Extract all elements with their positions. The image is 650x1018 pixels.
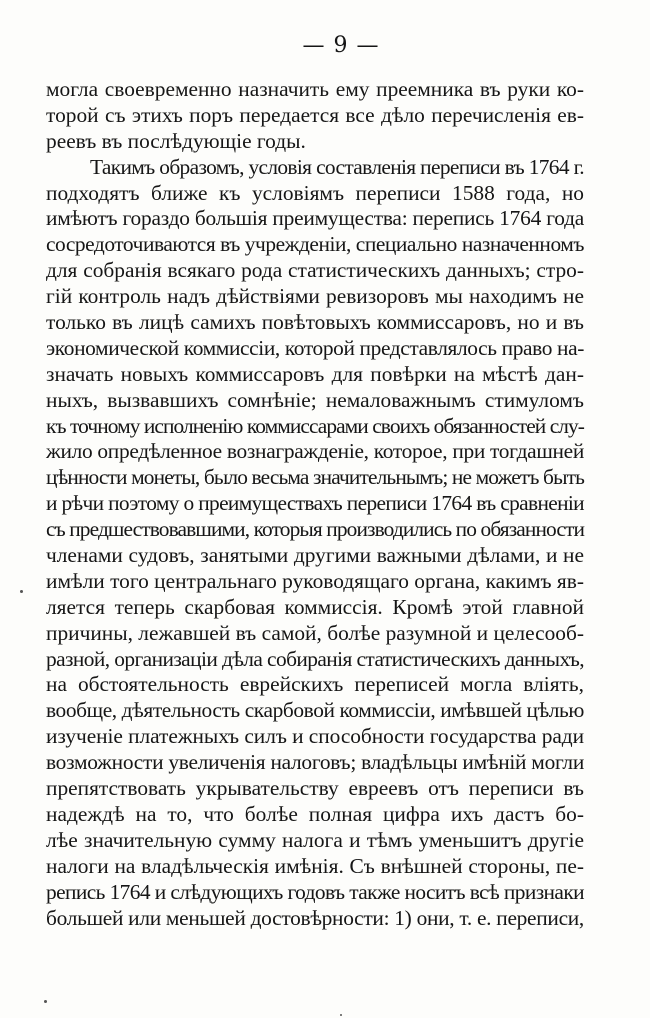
text-line: имѣютъ гораздо большія преимущества: перепись 1764 года (46, 206, 584, 231)
text-line: подходятъ ближе къ условіямъ переписи 1588 года, но (46, 180, 584, 205)
print-speck (340, 1014, 342, 1016)
text-line: цѣнности монеты, было весьма значительнымъ; не можетъ быть (46, 465, 584, 490)
text-line: вообще, дѣятельность скарбовой коммиссіи, имѣвшей цѣлью (46, 698, 584, 723)
text-line: реевъ въ послѣдующіе годы. (46, 128, 306, 153)
text-line: только въ лицѣ самихъ повѣтовыхъ коммиссаровъ, но и въ (46, 310, 584, 335)
text-line: большей или меньшей достовѣрности: 1) они, т. е. переписи, (46, 905, 584, 930)
text-line: разной, организаціи дѣла собиранія статистическихъ данныхъ, (46, 646, 584, 671)
text-line: на обстоятельность еврейскихъ переписей могла вліять, (46, 672, 584, 697)
text-line: имѣли того центральнаго руководящаго органа, какимъ яв- (46, 568, 584, 593)
text-line: къ точному исполненію коммиссарами своихъ обязанностей слу- (46, 413, 584, 438)
print-speck (44, 1000, 47, 1003)
text-line: значать новыхъ коммиссаровъ для повѣрки на мѣстѣ дан- (46, 361, 584, 386)
text-line: причины, лежавшей въ самой, болѣе разумной и целесооб- (46, 620, 584, 645)
text-line: препятствовать укрывательству евреевъ отъ переписи въ (46, 776, 584, 801)
text-line: Такимъ образомъ, условія составленія переписи въ 1764 г. (90, 154, 584, 179)
text-line: для собранія всякаго рода статистическихъ данныхъ; стро- (46, 258, 584, 283)
text-line: ныхъ, вызвавшихъ сомнѣніе; немаловажнымъ стимуломъ (46, 387, 584, 412)
text-line: гій контроль надъ дѣйствіями ревизоровъ мы находимъ не (46, 284, 584, 309)
text-line: лѣе значительную сумму налога и тѣмъ уменьшитъ другіе (46, 827, 584, 852)
text-line: возможности увеличенія налоговъ; владѣльцы имѣній могли (46, 750, 584, 775)
print-speck (20, 590, 23, 593)
text-line: сосредоточиваются въ учрежденіи, специально назначенномъ (46, 232, 584, 257)
text-line: изученіе платежныхъ силъ и способности государства ради (46, 724, 584, 749)
text-line: экономической коммиссіи, которой представлялось право на- (46, 335, 584, 360)
page-number: — 9 — (302, 33, 380, 58)
text-line: и рѣчи поэтому о преимуществахъ переписи 1764 въ сравненіи (46, 491, 584, 516)
text-line: торой съ этихъ поръ передается все дѣло перечисленія ев- (46, 102, 584, 127)
text-line: надеждѣ на то, что болѣе полная цифра ихъ дастъ бо- (46, 801, 584, 826)
text-line: налоги на владѣльческія имѣнія. Съ внѣшней стороны, пе- (46, 853, 584, 878)
text-line: репись 1764 и слѣдующихъ годовъ также носитъ всѣ признаки (46, 879, 584, 904)
text-line: съ предшествовавшими, которыя производились по обязанности (46, 517, 584, 542)
body-text (46, 77, 584, 931)
text-line: могла своевременно назначить ему преемника въ руки ко- (46, 77, 584, 101)
text-line: членами судовъ, занятыми другими важными дѣлами, и не (46, 543, 584, 568)
text-line: ляется теперь скарбовая коммиссія. Кромѣ этой главной (46, 594, 584, 619)
text-line: жило опредѣленное вознагражденіе, которое, при тогдашней (46, 439, 584, 464)
